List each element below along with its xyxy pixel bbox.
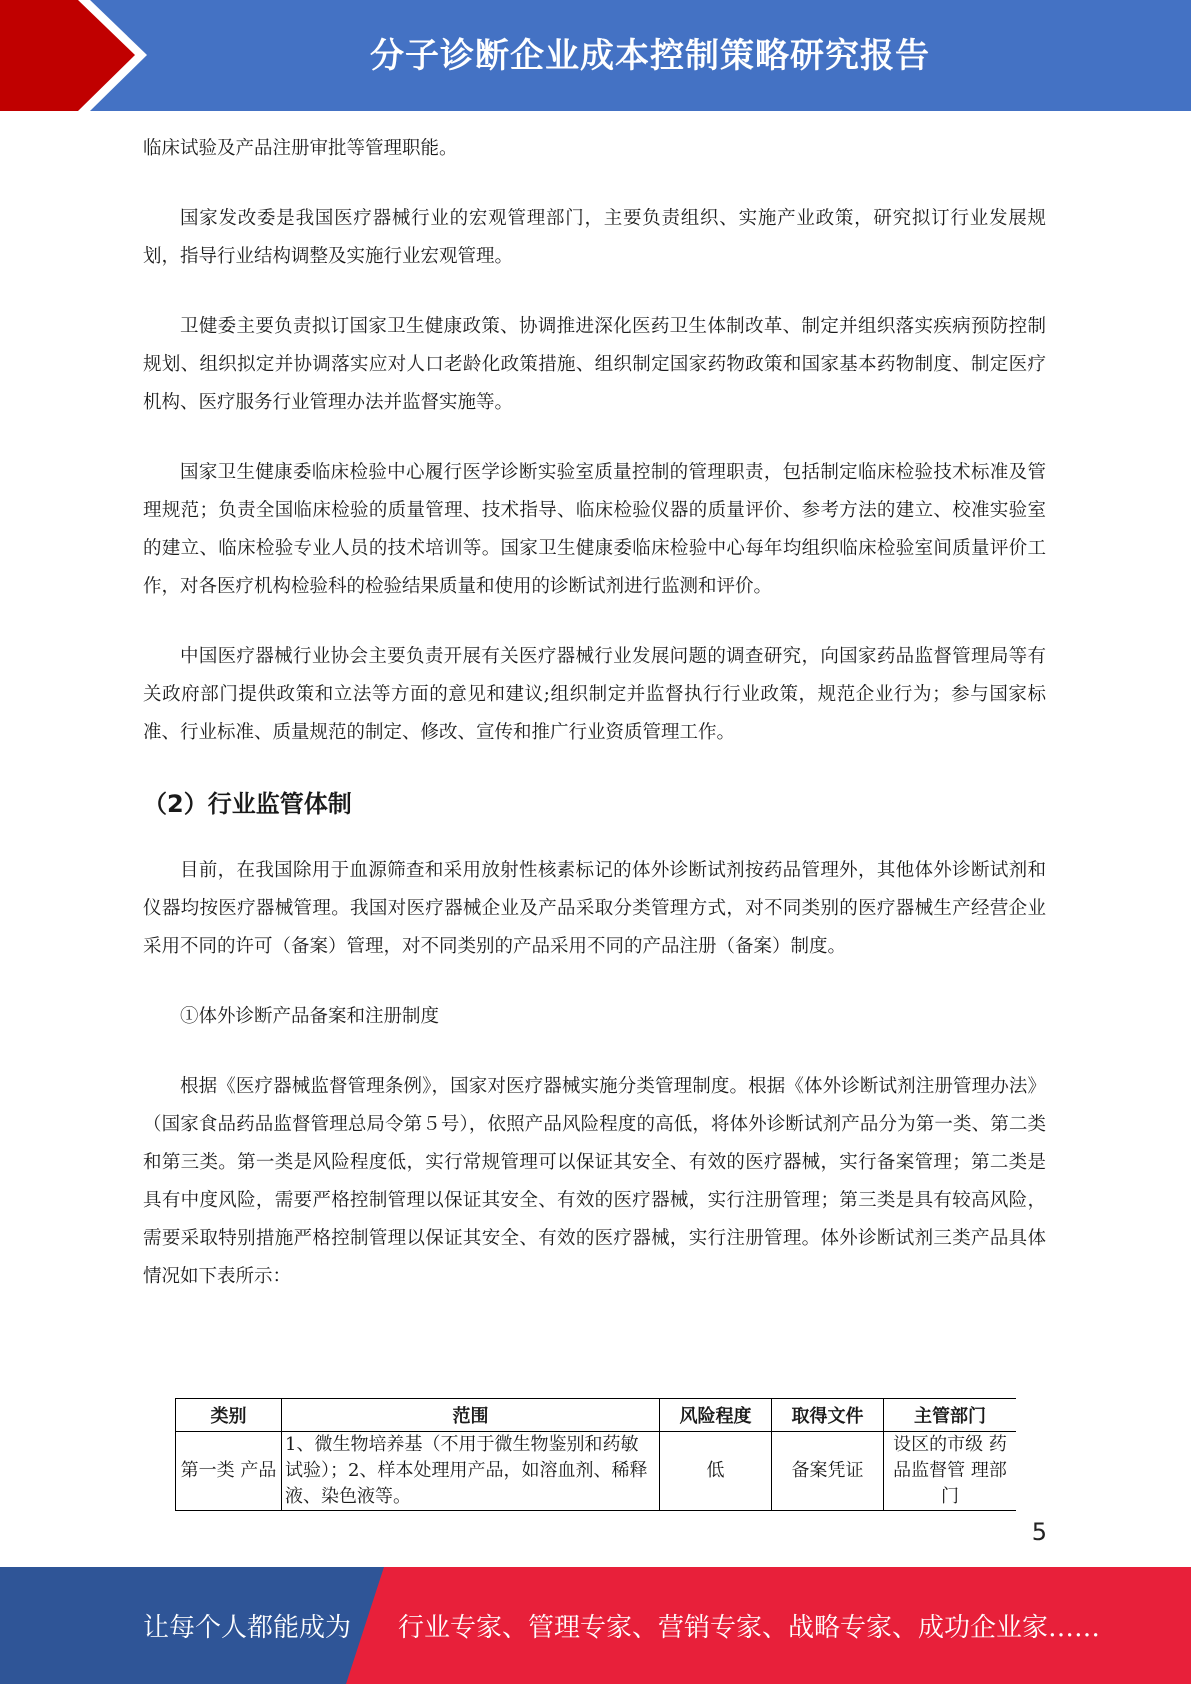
table-cell-scope: 1、微生物培养基（不用于微生物鉴别和药敏试验）；2、样本处理用产品，如溶血剂、稀释液、染色液等。 [282,1432,660,1511]
table-cell-document: 备案凭证 [772,1432,884,1511]
page-header [0,0,1191,111]
table-header-document: 取得文件 [772,1399,884,1432]
table-header-row [176,1399,1017,1432]
paragraph: 临床试验及产品注册审批等管理职能。 [143,138,458,159]
table-cell-authority: 设区的市级 药品监督管 理部门 [884,1432,1017,1511]
report-title: 分子诊断企业成本控制策略研究报告 [370,36,930,76]
section-heading: （2）行业监管体制 [143,790,352,818]
paragraph: 卫健委主要负责拟订国家卫生健康政策、协调推进深化医药卫生体制改革、制定并组织落实疾病预防控制规划、组织拟定并协调落实应对人口老龄化政策措施、组织制定国家药物政策和国家基本药物制度、制定医疗机构、医疗服务行业管理办法并监督实施等。 [143,316,1046,413]
table-header-category: 类别 [176,1399,282,1432]
page-footer [0,1567,1191,1684]
table-row [176,1432,1017,1511]
ivd-classification-table-container [175,1398,1016,1516]
paragraph: 中国医疗器械行业协会主要负责开展有关医疗器械行业发展问题的调查研究，向国家药品监督管理局等有关政府部门提供政策和立法等方面的意见和建议;组织制定并监督执行行业政策，规范企业行为；参与国家标准、行业标准、质量规范的制定、修改、宣传和推广行业资质管理工作。 [143,646,1046,743]
table-header-risk: 风险程度 [660,1399,772,1432]
subheading: ①体外诊断产品备案和注册制度 [180,1006,440,1027]
footer-slogan-left: 让每个人都能成为 [143,1613,352,1643]
document-body [143,130,1046,1328]
paragraph: 国家卫生健康委临床检验中心履行医学诊断实验室质量控制的管理职责，包括制定临床检验技术标准及管理规范；负责全国临床检验的质量管理、技术指导、临床检验仪器的质量评价、参考方法的建立、校准实验室的建立、临床检验专业人员的技术培训等。国家卫生健康委临床检验中心每年均组织临床检验室间质量评价工作，对各医疗机构检验科的检验结果质量和使用的诊断试剂进行监测和评价。 [143,462,1046,597]
table-cell-category: 第一类 产品 [176,1432,282,1511]
ivd-classification-table [175,1398,1016,1511]
paragraph: 国家发改委是我国医疗器械行业的宏观管理部门，主要负责组织、实施产业政策，研究拟订行业发展规划，指导行业结构调整及实施行业宏观管理。 [143,208,1046,267]
table-header-scope: 范围 [282,1399,660,1432]
table-cell-risk: 低 [660,1432,772,1511]
table-header-authority: 主管部门 [884,1399,1017,1432]
paragraph: 目前，在我国除用于血源筛查和采用放射性核素标记的体外诊断试剂按药品管理外，其他体外诊断试剂和仪器均按医疗器械管理。我国对医疗器械企业及产品采取分类管理方式，对不同类别的医疗器械生产经营企业采用不同的许可（备案）管理，对不同类别的产品采用不同的产品注册（备案）制度。 [143,860,1046,957]
paragraph: 根据《医疗器械监督管理条例》，国家对医疗器械实施分类管理制度。根据《体外诊断试剂注册管理办法》（国家食品药品监督管理总局令第５号），依照产品风险程度的高低，将体外诊断试剂产品分为第一类、第二类和第三类。第一类是风险程度低，实行常规管理可以保证其安全、有效的医疗器械，实行备案管理；第二类是具有中度风险，需要严格控制管理以保证其安全、有效的医疗器械，实行注册管理；第三类是具有较高风险，需要采取特别措施严格控制管理以保证其安全、有效的医疗器械，实行注册管理。体外诊断试剂三类产品具体情况如下表所示： [143,1076,1046,1287]
page-number: 5 [1031,1518,1047,1546]
footer-slogan-right: 行业专家、管理专家、营销专家、战略专家、成功企业家…… [398,1613,1101,1643]
